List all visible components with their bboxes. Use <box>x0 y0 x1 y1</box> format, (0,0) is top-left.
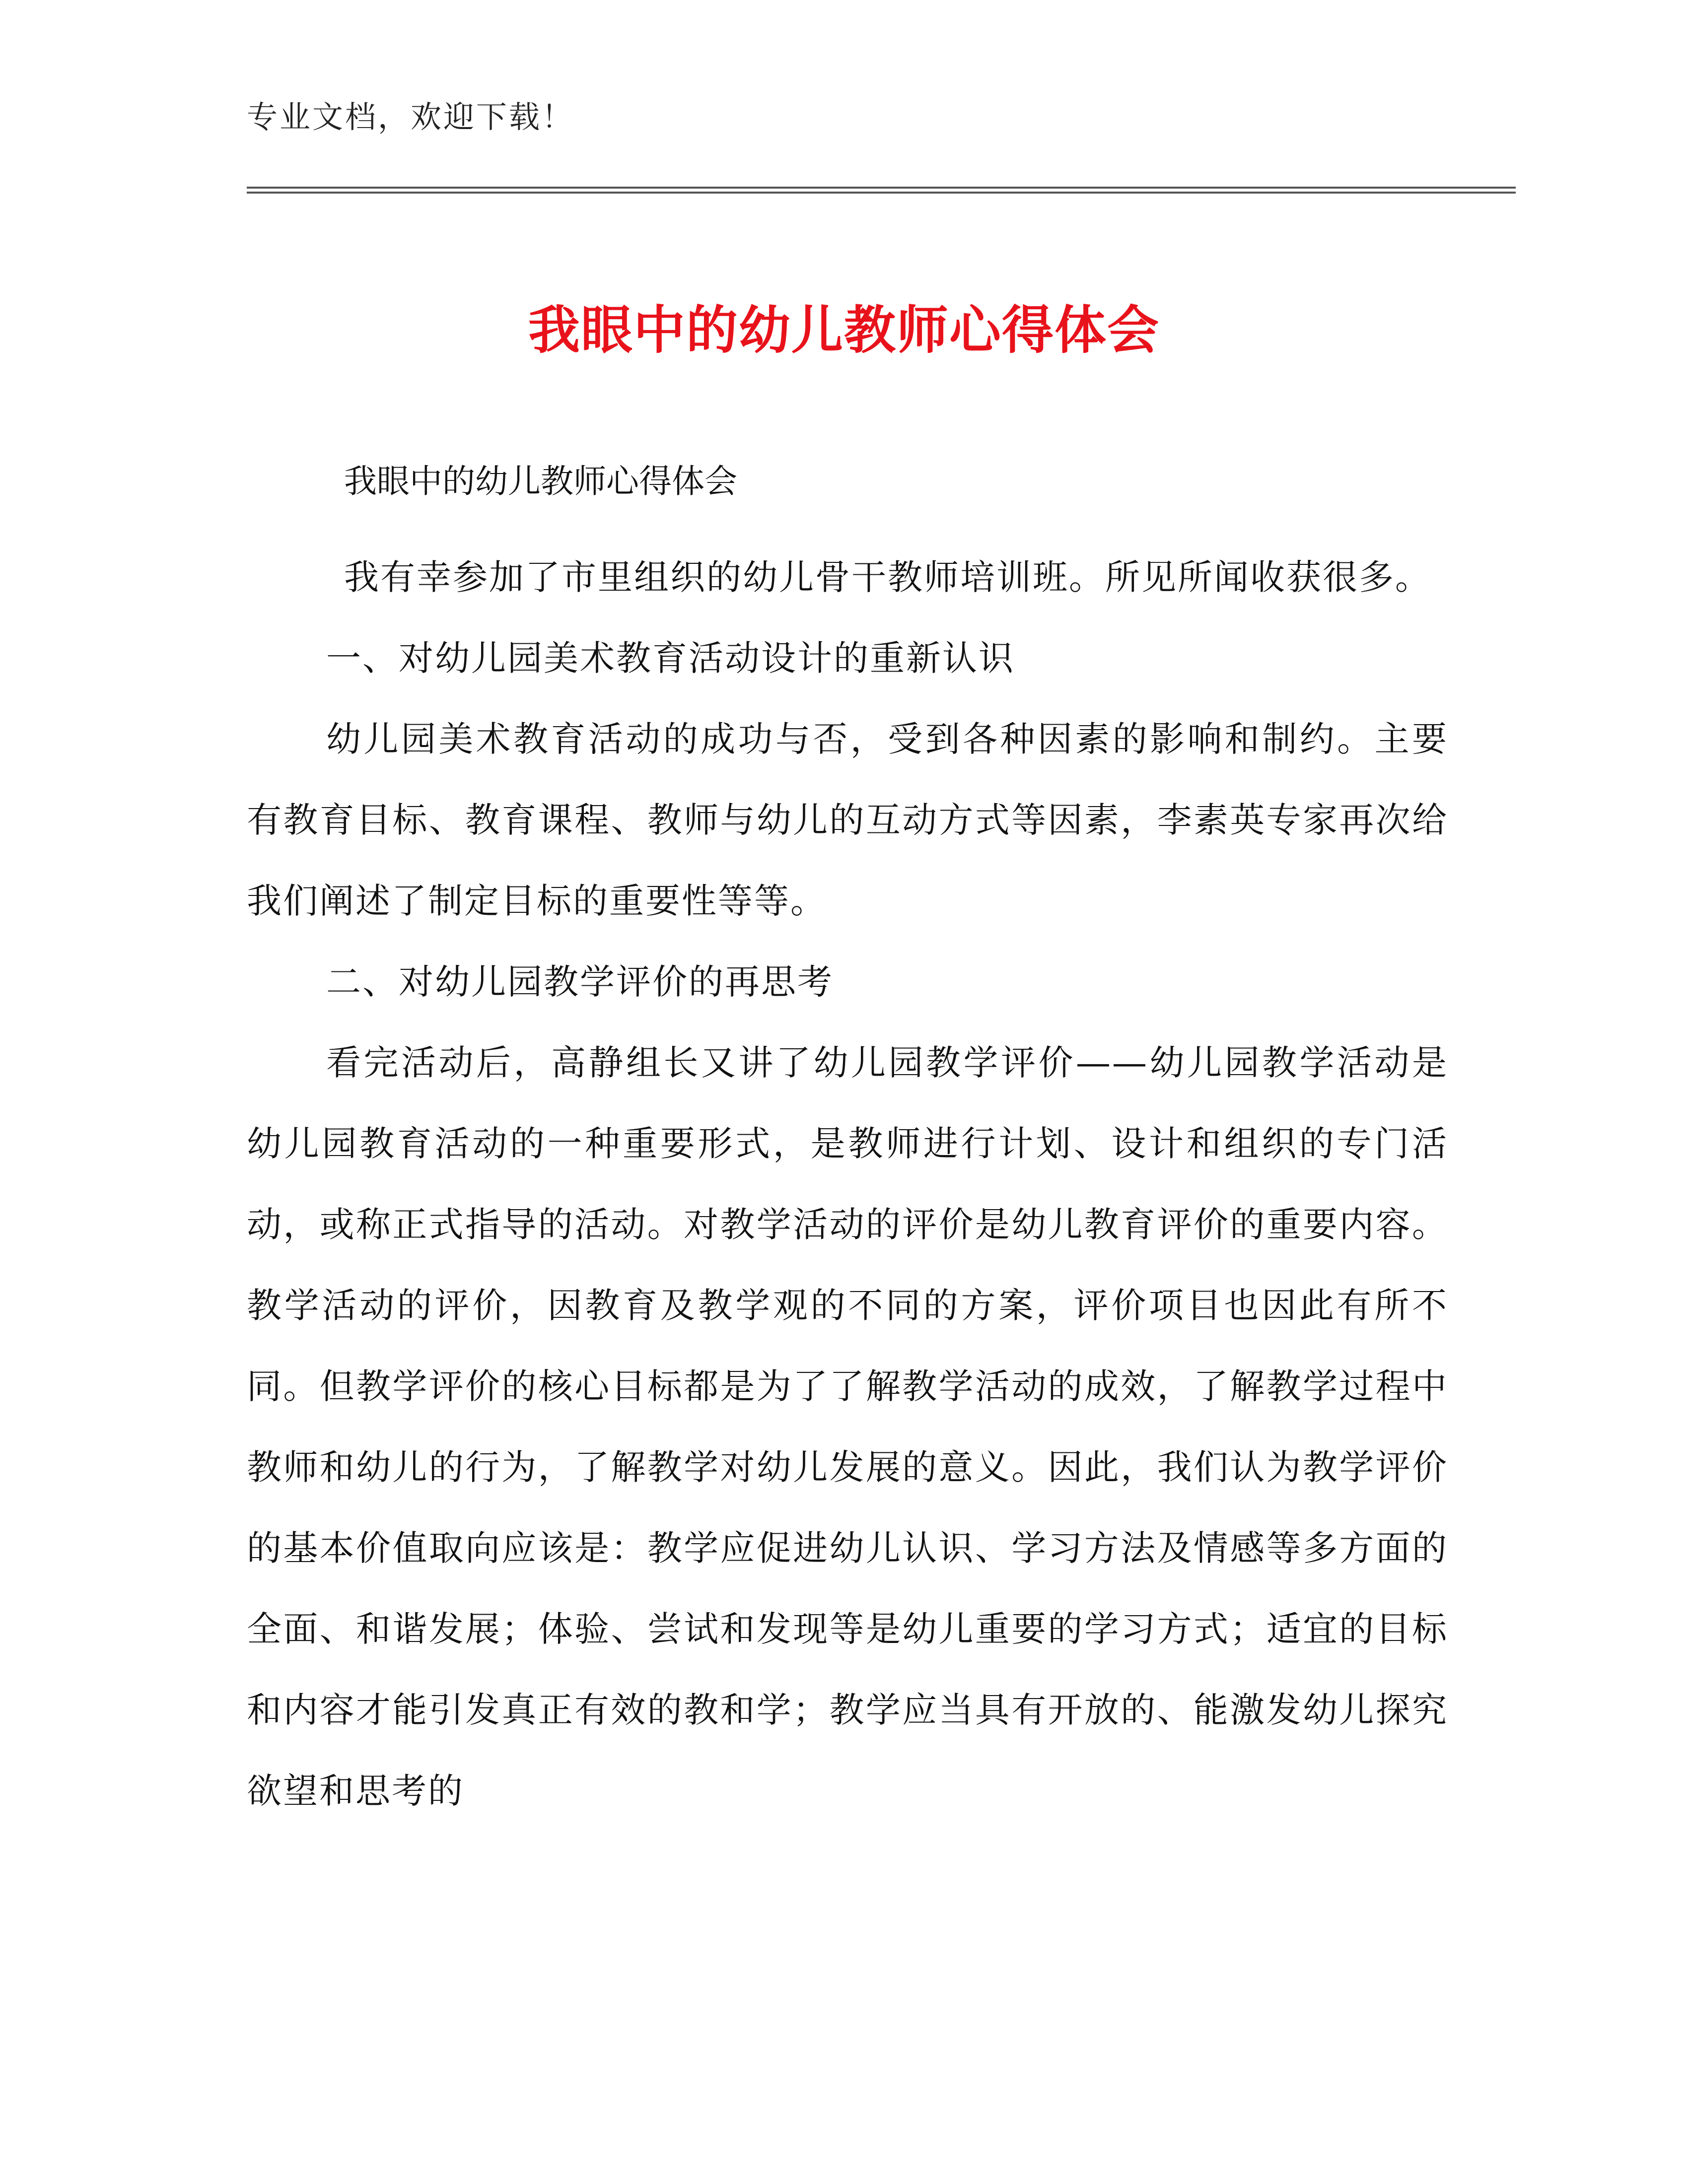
paragraph-section-1: 幼儿园美术教育活动的成功与否，受到各种因素的影响和制约。主要有教育目标、教育课程、教师与幼儿的互动方式等因素，李素英专家再次给我们阐述了制定目标的重要性等等。 <box>247 719 1448 921</box>
paragraph-intro: 我有幸参加了市里组织的幼儿骨干教师培训班。所见所闻收获很多。 <box>344 557 1431 598</box>
section-heading-2: 二、对幼儿园教学评价的再思考 <box>326 961 834 1002</box>
section-heading-1: 一、对幼儿园美术教育活动设计的重新认识 <box>326 638 1015 679</box>
document-subtitle: 我眼中的幼儿教师心得体会 <box>344 462 737 500</box>
document-title: 我眼中的幼儿教师心得体会 <box>528 300 1160 360</box>
header-double-rule <box>247 187 1516 194</box>
paragraph-section-2: 看完活动后，高静组长又讲了幼儿园教学评价——幼儿园教学活动是幼儿园教育活动的一种重要形式，是教师进行计划、设计和组织的专门活动，或称正式指导的活动。对教学活动的评价是幼儿教育评价的重要内容。教学活动的评价，因教育及教学观的不同的方案，评价项目也因此有所不同。但教学评价的核心目标都是为了了解教学活动的成效，了解教学过程中教师和幼儿的行为，了解教学对幼儿发展的意义。因此，我们认为教学评价的基本价值取向应该是：教学应促进幼儿认识、学习方法及情感等多方面的全面、和谐发展；体验、尝试和发现等是幼儿重要的学习方式；适宜的目标和内容才能引发真正有效的教和学；教学应当具有开放的、能激发幼儿探究欲望和思考的 <box>247 1042 1448 1811</box>
page-header-text: 专业文档，欢迎下载！ <box>247 99 575 135</box>
document-body <box>247 457 1448 1832</box>
